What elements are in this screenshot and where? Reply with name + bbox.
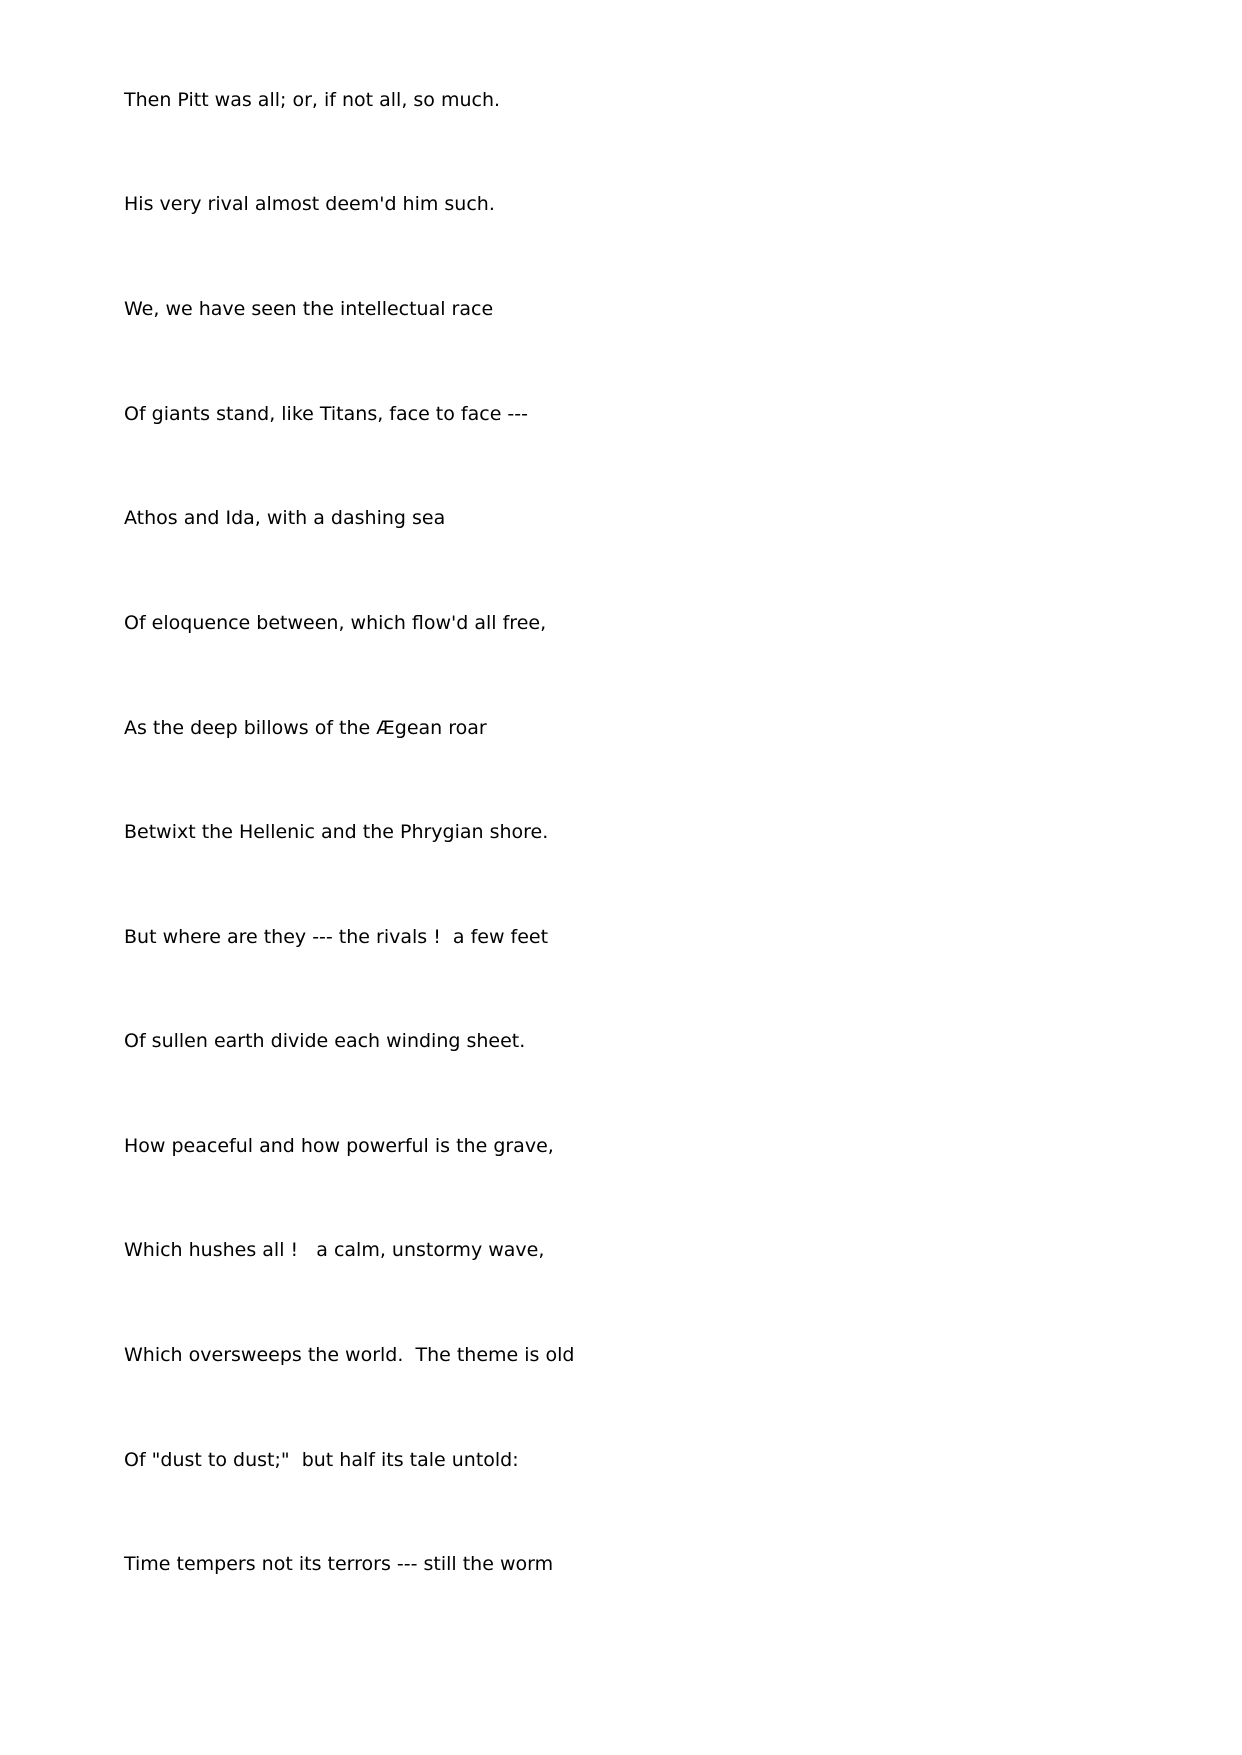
verse-line: His very rival almost deem'd him such. bbox=[124, 193, 495, 215]
verse-line: Of sullen earth divide each winding sheet. bbox=[124, 1030, 526, 1052]
verse-line: Of giants stand, like Titans, face to face --- bbox=[124, 403, 528, 425]
verse-line: Of eloquence between, which flow'd all free, bbox=[124, 612, 547, 634]
verse-line: We, we have seen the intellectual race bbox=[124, 298, 494, 320]
verse-line: As the deep billows of the Ægean roar bbox=[124, 717, 487, 739]
verse-line: Athos and Ida, with a dashing sea bbox=[124, 507, 446, 529]
verse-line: How peaceful and how powerful is the grave, bbox=[124, 1135, 554, 1157]
verse-line: Of "dust to dust;" but half its tale untold: bbox=[124, 1449, 519, 1471]
verse-line: But where are they --- the rivals ! a few feet bbox=[124, 926, 549, 948]
verse-line: Then Pitt was all; or, if not all, so much. bbox=[124, 89, 501, 111]
verse-line: Which oversweeps the world. The theme is old bbox=[124, 1344, 575, 1366]
verse-line: Which hushes all ! a calm, unstormy wave, bbox=[124, 1239, 545, 1261]
verse-line: Time tempers not its terrors --- still the worm bbox=[124, 1553, 554, 1575]
verse-line: Betwixt the Hellenic and the Phrygian shore. bbox=[124, 821, 549, 843]
